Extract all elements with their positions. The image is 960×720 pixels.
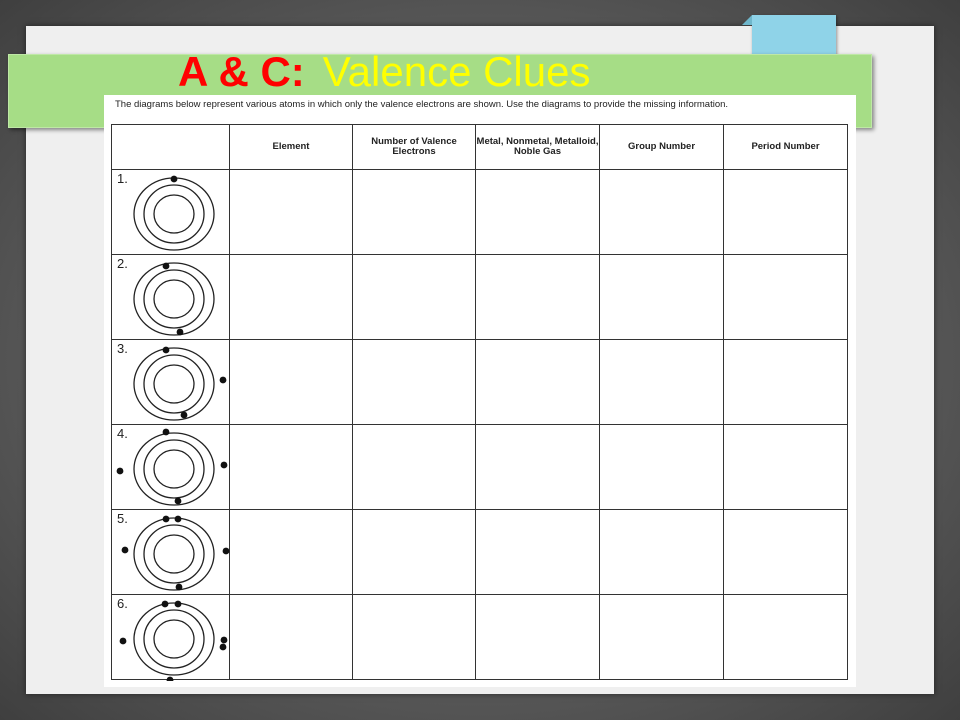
classification-cell[interactable]: [476, 595, 600, 680]
period-number-cell[interactable]: [724, 425, 848, 510]
valence-electron: [122, 547, 129, 554]
atom-diagram-cell: [112, 595, 230, 680]
electron-shell: [144, 610, 204, 668]
element-cell[interactable]: [230, 255, 353, 340]
valence-count-cell[interactable]: [353, 340, 476, 425]
valence-count-cell[interactable]: [353, 510, 476, 595]
classification-cell[interactable]: [476, 510, 600, 595]
group-number-cell[interactable]: [600, 340, 724, 425]
electron-shell: [154, 620, 194, 658]
element-cell[interactable]: [230, 170, 353, 255]
header-period-number: Period Number: [724, 125, 848, 170]
table-row: [112, 595, 848, 680]
period-number-cell[interactable]: [724, 255, 848, 340]
atom-diagram: [112, 425, 230, 511]
valence-electron: [162, 601, 169, 608]
valence-electron: [171, 176, 178, 183]
classification-cell[interactable]: [476, 425, 600, 510]
row-number: 1.: [117, 171, 128, 186]
electron-shell: [154, 450, 194, 488]
table-row: [112, 255, 848, 340]
valence-electron: [220, 377, 227, 384]
group-number-cell[interactable]: [600, 425, 724, 510]
header-group-number: Group Number: [600, 125, 724, 170]
electron-shell: [144, 185, 204, 243]
table-row: [112, 425, 848, 510]
valence-table: [111, 124, 848, 680]
valence-electron: [163, 516, 170, 523]
classification-cell[interactable]: [476, 255, 600, 340]
classification-cell[interactable]: [476, 340, 600, 425]
electron-shell: [134, 178, 214, 250]
element-cell[interactable]: [230, 340, 353, 425]
title-prefix: A & C:: [178, 48, 305, 95]
row-number: 3.: [117, 341, 128, 356]
classification-cell[interactable]: [476, 170, 600, 255]
element-cell[interactable]: [230, 425, 353, 510]
table-row: [112, 510, 848, 595]
slide-title: [178, 44, 590, 100]
atom-diagram: [112, 510, 230, 596]
title-main: Valence Clues: [322, 48, 591, 95]
valence-count-cell[interactable]: [353, 255, 476, 340]
electron-shell: [134, 433, 214, 505]
table-row: [112, 170, 848, 255]
valence-electron: [167, 677, 174, 681]
instructions-text: The diagrams below represent various atoms in which only the valence electrons are shown. Use the diagrams to provide the missing information.: [115, 99, 729, 110]
valence-count-cell[interactable]: [353, 595, 476, 680]
electron-shell: [154, 195, 194, 233]
header-valence-electrons: Number of Valence Electrons: [353, 125, 476, 170]
valence-electron: [175, 516, 182, 523]
row-number: 2.: [117, 256, 128, 271]
electron-shell: [144, 270, 204, 328]
valence-electron: [175, 601, 182, 608]
atom-diagram-cell: [112, 340, 230, 425]
valence-electron: [163, 263, 170, 270]
atom-diagram: [112, 595, 230, 681]
valence-electron: [221, 637, 228, 644]
atom-diagram-cell: [112, 510, 230, 595]
valence-electron: [163, 429, 170, 436]
group-number-cell[interactable]: [600, 255, 724, 340]
header-classification: Metal, Nonmetal, Metalloid, Noble Gas: [476, 125, 600, 170]
table-row: [112, 340, 848, 425]
element-cell[interactable]: [230, 510, 353, 595]
element-cell[interactable]: [230, 595, 353, 680]
valence-electron: [223, 548, 230, 555]
valence-electron: [176, 584, 183, 591]
electron-shell: [154, 535, 194, 573]
valence-electron: [175, 498, 182, 505]
worksheet: [104, 95, 856, 687]
valence-electron: [220, 644, 227, 651]
electron-shell: [154, 280, 194, 318]
period-number-cell[interactable]: [724, 340, 848, 425]
row-number: 6.: [117, 596, 128, 611]
header-diagram: [112, 125, 230, 170]
electron-shell: [144, 440, 204, 498]
header-row: [112, 125, 848, 170]
period-number-cell[interactable]: [724, 510, 848, 595]
valence-electron: [120, 638, 127, 645]
valence-electron: [117, 468, 124, 475]
group-number-cell[interactable]: [600, 595, 724, 680]
period-number-cell[interactable]: [724, 595, 848, 680]
atom-diagram: [112, 255, 230, 341]
atom-diagram-cell: [112, 170, 230, 255]
valence-electron: [181, 412, 188, 419]
header-element: Element: [230, 125, 353, 170]
valence-electron: [221, 462, 228, 469]
period-number-cell[interactable]: [724, 170, 848, 255]
electron-shell: [134, 348, 214, 420]
electron-shell: [154, 365, 194, 403]
atom-diagram-cell: [112, 425, 230, 510]
valence-electron: [163, 347, 170, 354]
valence-count-cell[interactable]: [353, 170, 476, 255]
electron-shell: [144, 525, 204, 583]
electron-shell: [144, 355, 204, 413]
atom-diagram: [112, 170, 230, 256]
atom-diagram-cell: [112, 255, 230, 340]
row-number: 4.: [117, 426, 128, 441]
group-number-cell[interactable]: [600, 510, 724, 595]
group-number-cell[interactable]: [600, 170, 724, 255]
atom-diagram: [112, 340, 230, 426]
row-number: 5.: [117, 511, 128, 526]
valence-count-cell[interactable]: [353, 425, 476, 510]
electron-shell: [134, 263, 214, 335]
electron-shell: [134, 603, 214, 675]
electron-shell: [134, 518, 214, 590]
valence-electron: [177, 329, 184, 336]
